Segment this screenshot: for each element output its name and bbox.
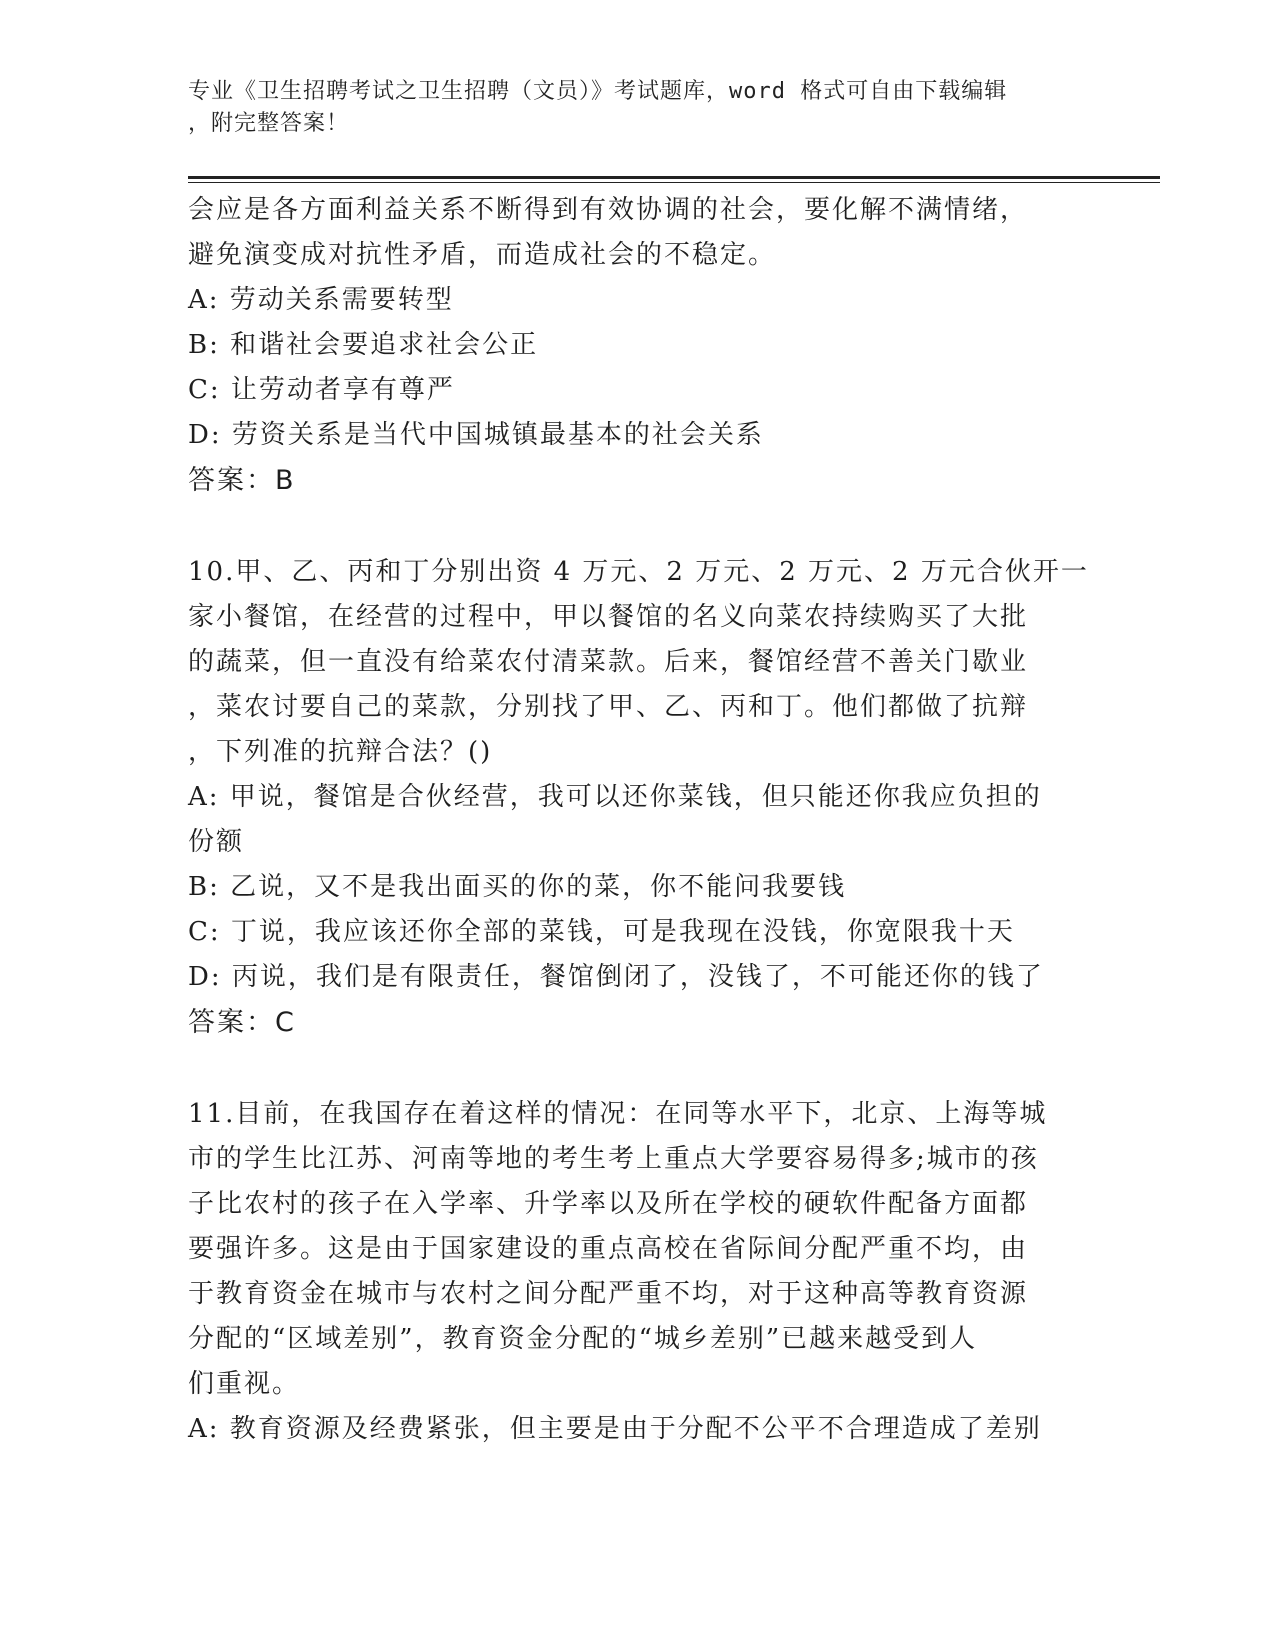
question-content xyxy=(188,188,1148,1452)
question-stem-line: 会应是各方面利益关系不断得到有效协调的社会，要化解不满情绪， xyxy=(188,195,1029,225)
header-line-1: 专业《卫生招聘考试之卫生招聘（文员）》考试题库，word 格式可自由下载编辑 xyxy=(188,79,1008,104)
question-stem-line: 11.目前，在我国存在着这样的情况：在同等水平下，北京、上海等城 xyxy=(188,1099,1048,1129)
option-a: A: 甲说，餐馆是合伙经营，我可以还你菜钱，但只能还你我应负担的 xyxy=(188,782,1042,812)
question-10 xyxy=(188,550,1148,1045)
question-9 xyxy=(188,188,1148,503)
question-stem-line: 分配的“区域差别”，教育资金分配的“城乡差别”已越来越受到人 xyxy=(188,1324,978,1354)
header-line-2: ，附完整答案！ xyxy=(188,111,350,136)
option-a: A: 教育资源及经费紧张，但主要是由于分配不公平不合理造成了差别 xyxy=(188,1414,1042,1444)
option-b: B: 乙说，又不是我出面买的你的菜，你不能问我要钱 xyxy=(188,872,847,902)
question-stem-line: 们重视。 xyxy=(188,1369,301,1399)
question-11 xyxy=(188,1092,1148,1452)
answer-label: 答案：C xyxy=(188,1007,296,1038)
question-stem-line: ，下列准的抗辩合法？() xyxy=(188,737,493,767)
question-stem-line: 避免演变成对抗性矛盾，而造成社会的不稳定。 xyxy=(188,240,777,270)
question-stem-line: 要强许多。这是由于国家建设的重点高校在省际间分配严重不均，由 xyxy=(188,1234,1029,1264)
question-stem-line: 于教育资金在城市与农村之间分配严重不均，对于这种高等教育资源 xyxy=(188,1279,1029,1309)
option-b: B: 和谐社会要追求社会公正 xyxy=(188,330,539,360)
option-a: A: 劳动关系需要转型 xyxy=(188,285,454,315)
option-c: C: 让劳动者享有尊严 xyxy=(188,375,455,405)
question-stem-line: 市的学生比江苏、河南等地的考生考上重点大学要容易得多;城市的孩 xyxy=(188,1144,1039,1174)
option-d: D: 丙说，我们是有限责任，餐馆倒闭了，没钱了，不可能还你的钱了 xyxy=(188,962,1044,992)
question-stem-line: 子比农村的孩子在入学率、升学率以及所在学校的硬软件配备方面都 xyxy=(188,1189,1029,1219)
option-a-continued: 份额 xyxy=(188,827,245,857)
answer-label: 答案：B xyxy=(188,465,296,496)
question-stem-line: 的蔬菜，但一直没有给菜农付清菜款。后来，餐馆经营不善关门歇业 xyxy=(188,647,1029,677)
option-d: D: 劳资关系是当代中国城镇最基本的社会关系 xyxy=(188,420,764,450)
question-stem-line: 10.甲、乙、丙和丁分别出资 4 万元、2 万元、2 万元、2 万元合伙开一 xyxy=(188,557,1089,587)
question-stem-line: 家小餐馆，在经营的过程中，甲以餐馆的名义向菜农持续购买了大批 xyxy=(188,602,1029,632)
question-stem-line: ，菜农讨要自己的菜款，分别找了甲、乙、丙和丁。他们都做了抗辩 xyxy=(188,692,1029,722)
document-header xyxy=(188,76,1068,140)
header-divider-thin xyxy=(188,182,1160,183)
option-c: C: 丁说，我应该还你全部的菜钱，可是我现在没钱，你宽限我十天 xyxy=(188,917,1015,947)
header-divider-thick xyxy=(188,176,1160,179)
